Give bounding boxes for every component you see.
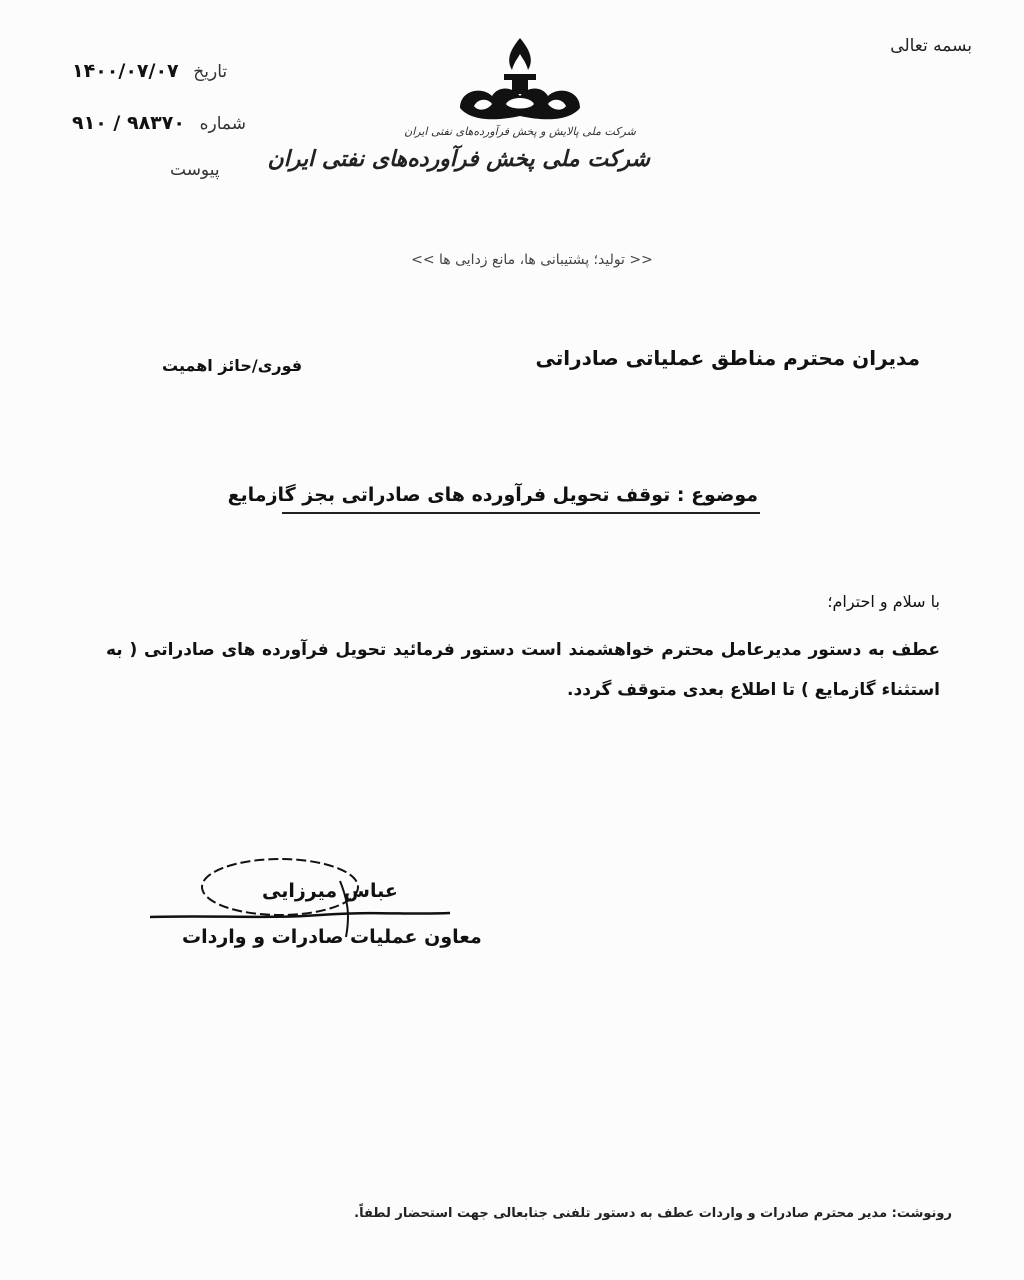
attachment-label: پیوست (170, 160, 220, 180)
number-label: شماره (199, 114, 246, 134)
date-value: ۱۴۰۰/۰۷/۰۷ (72, 60, 179, 82)
signatory-name: عباس میرزایی (262, 880, 398, 902)
subject-line: موضوع : توقف تحویل فرآورده های صادراتی بجز گازمایع (227, 484, 758, 506)
date-label: تاریخ (193, 62, 228, 82)
priority-note: فوری/حائز اهمیت (162, 356, 303, 375)
company-logo-icon (440, 30, 600, 130)
date-field (72, 60, 227, 82)
slogan: << تولید؛ پشتیبانی ها، مانع زدایی ها >> (411, 252, 653, 268)
signatory-title: معاون عملیات صادرات و واردات (182, 926, 482, 948)
greeting: با سلام و احترام؛ (827, 592, 940, 611)
letter-body: عطف به دستور مدیرعامل محترم خواهشمند است دستور فرمائید تحویل فرآورده های صادراتی ( به استثناء گازمایع ) تا اطلاع بعدی متوقف گردد. (106, 640, 940, 700)
carbon-copy-note: رونوشت: مدیر محترم صادرات و واردات عطف به دستور تلفنی جنابعالی جهت استحضار لطفاً. (354, 1206, 952, 1221)
company-subtitle: شرکت ملی پالایش و پخش فرآورده‌های نفتی ایران (404, 125, 636, 138)
company-name: شرکت ملی پخش فرآورده‌های نفتی ایران (267, 147, 650, 172)
number-field (72, 112, 246, 134)
number-value: ۹۸۳۷۰ / ۹۱۰ (72, 112, 185, 134)
subject-underline (282, 512, 760, 514)
recipient: مدیران محترم مناطق عملیاتی صادراتی (535, 346, 920, 370)
invocation-text: بسمه تعالی (890, 36, 972, 56)
